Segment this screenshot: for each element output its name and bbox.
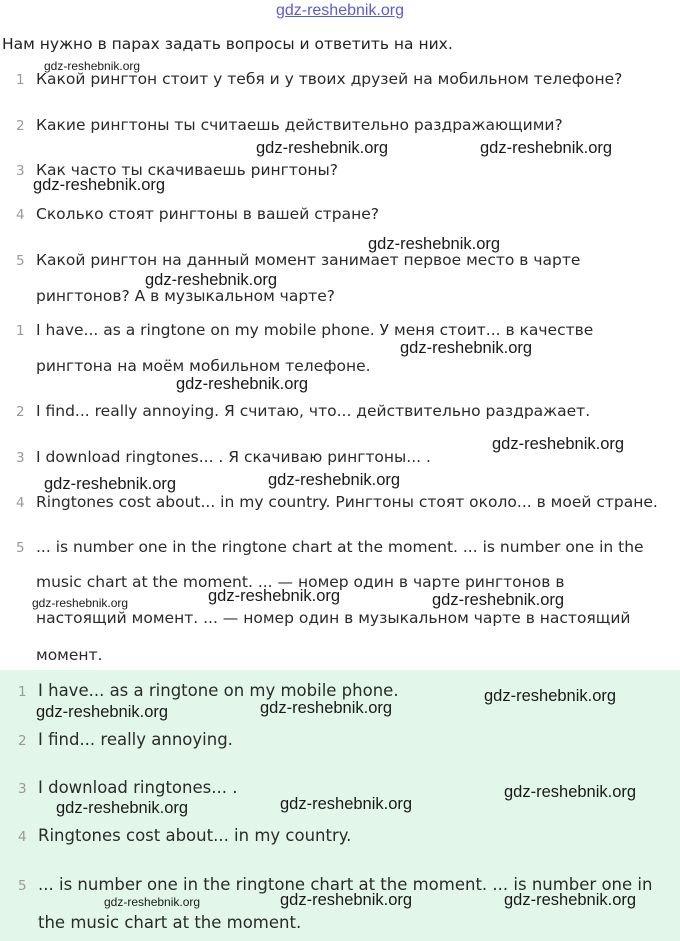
question-text: Какие рингтоны ты считаешь действительно раздражающими? bbox=[36, 116, 563, 134]
site-header-link[interactable]: gdz-reshebnik.org bbox=[275, 2, 405, 19]
phrase-text: Ringtones cost about... in my country. Рингтоны стоят около... в моей стране. bbox=[36, 493, 658, 511]
phrase-text: I download ringtones... . Я скачиваю рингтоны... . bbox=[36, 448, 431, 466]
item-number: 4 bbox=[18, 829, 27, 845]
item-number: 2 bbox=[16, 118, 25, 134]
watermark: gdz-reshebnik.org bbox=[44, 59, 141, 73]
question-text: Как часто ты скачиваешь рингтоны? bbox=[36, 161, 338, 179]
item-number: 1 bbox=[16, 323, 25, 339]
watermark: gdz-reshebnik.org bbox=[176, 375, 309, 393]
question-text: Какой рингтон на данный момент занимает первое место в чарте bbox=[36, 251, 581, 269]
watermark: gdz-reshebnik.org bbox=[504, 891, 637, 909]
answer-text: the music chart at the moment. bbox=[38, 913, 302, 932]
answer-text: I download ringtones... . bbox=[38, 778, 238, 797]
phrase-text: music chart at the moment. ... — номер один в чарте рингтонов в bbox=[36, 573, 565, 591]
watermark: gdz-reshebnik.org bbox=[480, 139, 613, 157]
question-text: Какой рингтон стоит у тебя и у твоих друзей на мобильном телефоне? bbox=[36, 70, 623, 88]
item-number: 5 bbox=[16, 540, 25, 556]
phrase-text: настоящий момент. ... — номер один в музыкальном чарте в настоящий bbox=[36, 609, 631, 627]
item-number: 5 bbox=[18, 878, 27, 894]
answer-text: ... is number one in the ringtone chart at the moment. ... is number one in bbox=[38, 875, 653, 894]
answer-text: I have... as a ringtone on my mobile phone. bbox=[38, 681, 399, 700]
watermark: gdz-reshebnik.org bbox=[400, 339, 533, 357]
watermark: gdz-reshebnik.org bbox=[432, 591, 565, 609]
watermark: gdz-reshebnik.org bbox=[36, 703, 169, 721]
watermark: gdz-reshebnik.org bbox=[268, 471, 401, 489]
watermark: gdz-reshebnik.org bbox=[33, 176, 166, 194]
answer-text: I find... really annoying. bbox=[38, 730, 233, 749]
watermark: gdz-reshebnik.org bbox=[280, 795, 413, 813]
question-text: Сколько стоят рингтоны в вашей стране? bbox=[36, 205, 379, 223]
watermark: gdz-reshebnik.org bbox=[44, 475, 177, 493]
task-instruction: Нам нужно в парах задать вопросы и ответить на них. bbox=[2, 35, 453, 53]
watermark: gdz-reshebnik.org bbox=[368, 235, 501, 253]
answer-text: Ringtones cost about... in my country. bbox=[38, 826, 352, 845]
watermark: gdz-reshebnik.org bbox=[484, 687, 617, 705]
watermark: gdz-reshebnik.org bbox=[145, 271, 278, 289]
watermark: gdz-reshebnik.org bbox=[492, 435, 625, 453]
phrase-text: рингтона на моём мобильном телефоне. bbox=[36, 357, 371, 375]
watermark: gdz-reshebnik.org bbox=[208, 587, 341, 605]
item-number: 5 bbox=[16, 253, 25, 269]
watermark: gdz-reshebnik.org bbox=[280, 891, 413, 909]
watermark: gdz-reshebnik.org bbox=[32, 596, 129, 610]
item-number: 1 bbox=[16, 72, 25, 88]
phrase-text: ... is number one in the ringtone chart at the moment. ... is number one in the bbox=[36, 538, 644, 556]
item-number: 2 bbox=[16, 404, 25, 420]
item-number: 3 bbox=[16, 163, 25, 179]
item-number: 4 bbox=[16, 495, 25, 511]
phrase-text: момент. bbox=[36, 646, 103, 664]
watermark: gdz-reshebnik.org bbox=[256, 139, 389, 157]
watermark: gdz-reshebnik.org bbox=[260, 699, 393, 717]
item-number: 2 bbox=[18, 733, 27, 749]
watermark: gdz-reshebnik.org bbox=[504, 783, 637, 801]
watermark: gdz-reshebnik.org bbox=[56, 799, 189, 817]
question-text: рингтонов? А в музыкальном чарте? bbox=[36, 287, 335, 305]
item-number: 3 bbox=[18, 781, 27, 797]
watermark: gdz-reshebnik.org bbox=[104, 895, 201, 909]
item-number: 3 bbox=[16, 450, 25, 466]
item-number: 4 bbox=[16, 207, 25, 223]
item-number: 1 bbox=[18, 684, 27, 700]
phrase-text: I find... really annoying. Я считаю, что... действительно раздражает. bbox=[36, 402, 591, 420]
phrase-text: I have... as a ringtone on my mobile phone. У меня стоит... в качестве bbox=[36, 321, 594, 339]
